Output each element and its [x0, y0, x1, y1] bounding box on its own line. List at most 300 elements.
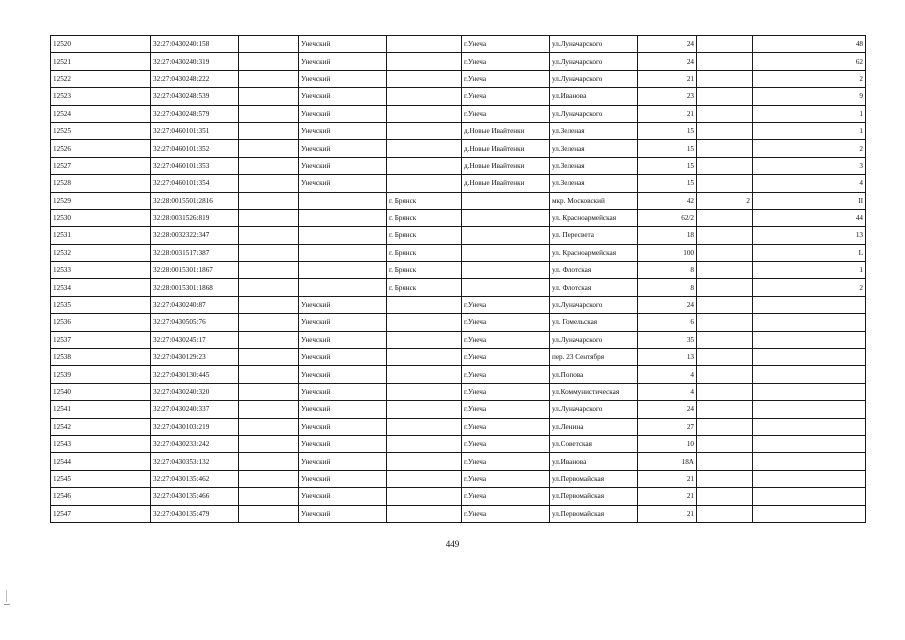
cell-locality: г.Унеча: [462, 105, 550, 122]
cell-blank: [239, 296, 299, 313]
cell-city: [387, 453, 462, 470]
cell-cadastral-number: 32:27:0460101:351: [151, 122, 239, 139]
cell-locality: г.Унеча: [462, 488, 550, 505]
cell-city: [387, 105, 462, 122]
cell-apartment: [753, 435, 866, 452]
cell-locality: г.Унеча: [462, 70, 550, 87]
cell-locality: [462, 209, 550, 226]
cell-apartment: [753, 296, 866, 313]
cell-apartment: 4: [753, 175, 866, 192]
cell-district: Унечский: [299, 366, 387, 383]
table-row: [51, 366, 866, 383]
cell-cadastral-number: 32:28:0015301:1867: [151, 262, 239, 279]
cell-apartment: 13: [753, 227, 866, 244]
cell-record-id: 12545: [51, 470, 151, 487]
address-registry-table: [50, 35, 866, 523]
cell-city: [387, 296, 462, 313]
cell-block: [697, 349, 753, 366]
cell-block: [697, 140, 753, 157]
cell-locality: д.Новые Ивайтенки: [462, 157, 550, 174]
cell-street: ул.Луначарского: [550, 53, 638, 70]
cell-district: Унечский: [299, 435, 387, 452]
cell-locality: д.Новые Ивайтенки: [462, 122, 550, 139]
cell-street: ул.Луначарского: [550, 36, 638, 53]
cell-district: Унечский: [299, 314, 387, 331]
cell-record-id: 12522: [51, 70, 151, 87]
cell-record-id: 12547: [51, 505, 151, 522]
cell-street: ул.Иванова: [550, 88, 638, 105]
cell-block: [697, 227, 753, 244]
table-row: [51, 262, 866, 279]
cell-blank: [239, 53, 299, 70]
cell-district: Унечский: [299, 418, 387, 435]
cell-record-id: 12535: [51, 296, 151, 313]
cell-house: 6: [638, 314, 697, 331]
cell-house: 15: [638, 157, 697, 174]
cell-block: [697, 401, 753, 418]
cell-apartment: 48: [753, 36, 866, 53]
cell-locality: [462, 227, 550, 244]
cell-house: 35: [638, 331, 697, 348]
cell-house: 18: [638, 227, 697, 244]
cell-district: Унечский: [299, 349, 387, 366]
cell-house: 24: [638, 296, 697, 313]
cell-city: [387, 122, 462, 139]
cell-blank: [239, 227, 299, 244]
cell-blank: [239, 401, 299, 418]
cell-block: [697, 262, 753, 279]
cell-blank: [239, 209, 299, 226]
cell-city: [387, 418, 462, 435]
cell-street: ул.Зеленая: [550, 175, 638, 192]
cell-street: ул.Зеленая: [550, 157, 638, 174]
cell-city: [387, 401, 462, 418]
cell-city: г. Брянск: [387, 262, 462, 279]
cell-block: [697, 279, 753, 296]
cell-locality: г.Унеча: [462, 383, 550, 400]
cell-locality: г.Унеча: [462, 331, 550, 348]
cell-house: 4: [638, 366, 697, 383]
cell-street: ул.Луначарского: [550, 331, 638, 348]
cell-cadastral-number: 32:27:0430135:462: [151, 470, 239, 487]
cell-district: Унечский: [299, 505, 387, 522]
cell-street: ул. Красноармейская: [550, 209, 638, 226]
cell-house: 10: [638, 435, 697, 452]
cell-blank: [239, 453, 299, 470]
cell-house: 15: [638, 140, 697, 157]
table-row: [51, 70, 866, 87]
cell-street: ул.Советская: [550, 435, 638, 452]
cell-block: [697, 105, 753, 122]
cell-apartment: [753, 488, 866, 505]
table-row: [51, 401, 866, 418]
cell-record-id: 12533: [51, 262, 151, 279]
cell-record-id: 12531: [51, 227, 151, 244]
cell-district: Унечский: [299, 401, 387, 418]
cell-house: 42: [638, 192, 697, 209]
cell-cadastral-number: 32:27:0460101:353: [151, 157, 239, 174]
cell-district: [299, 209, 387, 226]
cell-blank: [239, 314, 299, 331]
cell-street: ул.Коммунистическая: [550, 383, 638, 400]
cell-block: [697, 122, 753, 139]
cell-street: ул. Флотская: [550, 279, 638, 296]
cell-blank: [239, 279, 299, 296]
cell-house: 24: [638, 36, 697, 53]
cell-locality: г.Унеча: [462, 53, 550, 70]
cell-district: Унечский: [299, 53, 387, 70]
cell-district: Унечский: [299, 331, 387, 348]
cell-cadastral-number: 32:28:0031517:387: [151, 244, 239, 261]
cell-city: г. Брянск: [387, 209, 462, 226]
cell-block: [697, 470, 753, 487]
table-row: [51, 192, 866, 209]
cell-street: ул.Первомайская: [550, 488, 638, 505]
cell-block: [697, 296, 753, 313]
cell-city: г. Брянск: [387, 279, 462, 296]
cell-block: [697, 70, 753, 87]
cell-apartment: [753, 401, 866, 418]
cell-block: [697, 505, 753, 522]
scan-margin-mark-vertical: [6, 590, 7, 602]
cell-blank: [239, 157, 299, 174]
cell-city: [387, 331, 462, 348]
cell-cadastral-number: 32:27:0430103:219: [151, 418, 239, 435]
cell-apartment: 2: [753, 140, 866, 157]
cell-blank: [239, 122, 299, 139]
cell-street: ул. Пересвета: [550, 227, 638, 244]
cell-cadastral-number: 32:27:0430135:466: [151, 488, 239, 505]
cell-record-id: 12524: [51, 105, 151, 122]
cell-record-id: 12523: [51, 88, 151, 105]
cell-block: [697, 366, 753, 383]
cell-apartment: 1: [753, 105, 866, 122]
cell-record-id: 12538: [51, 349, 151, 366]
cell-apartment: 62: [753, 53, 866, 70]
cell-blank: [239, 105, 299, 122]
cell-record-id: 12525: [51, 122, 151, 139]
cell-blank: [239, 88, 299, 105]
cell-blank: [239, 140, 299, 157]
cell-city: [387, 366, 462, 383]
cell-house: 15: [638, 175, 697, 192]
cell-district: Унечский: [299, 383, 387, 400]
cell-cadastral-number: 32:28:0032322:347: [151, 227, 239, 244]
cell-street: ул.Зеленая: [550, 140, 638, 157]
cell-record-id: 12526: [51, 140, 151, 157]
cell-block: [697, 488, 753, 505]
cell-record-id: 12539: [51, 366, 151, 383]
table-row: [51, 244, 866, 261]
table-row: [51, 314, 866, 331]
cell-house: 13: [638, 349, 697, 366]
cell-record-id: 12544: [51, 453, 151, 470]
cell-apartment: [753, 505, 866, 522]
cell-block: [697, 383, 753, 400]
cell-blank: [239, 175, 299, 192]
cell-district: Унечский: [299, 157, 387, 174]
cell-house: 21: [638, 505, 697, 522]
cell-house: 8: [638, 262, 697, 279]
cell-street: ул.Луначарского: [550, 105, 638, 122]
cell-apartment: [753, 314, 866, 331]
cell-record-id: 12537: [51, 331, 151, 348]
cell-record-id: 12536: [51, 314, 151, 331]
page-number: 449: [445, 539, 460, 549]
cell-cadastral-number: 32:28:0015501:2816: [151, 192, 239, 209]
cell-apartment: 3: [753, 157, 866, 174]
cell-house: 100: [638, 244, 697, 261]
cell-locality: г.Унеча: [462, 296, 550, 313]
cell-block: 2: [697, 192, 753, 209]
cell-cadastral-number: 32:27:0430233:242: [151, 435, 239, 452]
cell-blank: [239, 331, 299, 348]
table-row: [51, 88, 866, 105]
cell-cadastral-number: 32:27:0430505:76: [151, 314, 239, 331]
cell-city: г. Брянск: [387, 192, 462, 209]
cell-district: [299, 279, 387, 296]
cell-cadastral-number: 32:27:0430353:132: [151, 453, 239, 470]
cell-street: ул.Луначарского: [550, 296, 638, 313]
cell-locality: г.Унеча: [462, 349, 550, 366]
table-row: [51, 453, 866, 470]
cell-record-id: 12521: [51, 53, 151, 70]
cell-locality: г.Унеча: [462, 36, 550, 53]
cell-city: [387, 505, 462, 522]
cell-street: ул.Первомайская: [550, 505, 638, 522]
cell-blank: [239, 435, 299, 452]
cell-street: пер. 23 Сентября: [550, 349, 638, 366]
table-row: [51, 435, 866, 452]
cell-apartment: II: [753, 192, 866, 209]
cell-apartment: 2: [753, 70, 866, 87]
cell-apartment: [753, 366, 866, 383]
cell-house: 24: [638, 53, 697, 70]
cell-district: [299, 244, 387, 261]
cell-cadastral-number: 32:27:0430135:479: [151, 505, 239, 522]
cell-house: 4: [638, 383, 697, 400]
cell-block: [697, 331, 753, 348]
cell-cadastral-number: 32:27:0430248:539: [151, 88, 239, 105]
cell-locality: г.Унеча: [462, 453, 550, 470]
cell-locality: [462, 279, 550, 296]
cell-blank: [239, 262, 299, 279]
cell-blank: [239, 244, 299, 261]
cell-cadastral-number: 32:27:0430240:319: [151, 53, 239, 70]
cell-blank: [239, 192, 299, 209]
cell-record-id: 12527: [51, 157, 151, 174]
cell-block: [697, 418, 753, 435]
cell-house: 18А: [638, 453, 697, 470]
cell-cadastral-number: 32:27:0430130:445: [151, 366, 239, 383]
cell-city: [387, 88, 462, 105]
cell-block: [697, 453, 753, 470]
table-row: [51, 122, 866, 139]
table-row: [51, 227, 866, 244]
cell-district: [299, 227, 387, 244]
cell-block: [697, 435, 753, 452]
cell-apartment: 9: [753, 88, 866, 105]
table-row: [51, 140, 866, 157]
cell-street: ул. Гомельская: [550, 314, 638, 331]
cell-cadastral-number: 32:27:0430240:87: [151, 296, 239, 313]
cell-house: 21: [638, 470, 697, 487]
cell-cadastral-number: 32:27:0430240:320: [151, 383, 239, 400]
cell-city: [387, 36, 462, 53]
cell-cadastral-number: 32:27:0430240:158: [151, 36, 239, 53]
cell-city: [387, 175, 462, 192]
cell-house: 62/2: [638, 209, 697, 226]
cell-block: [697, 36, 753, 53]
cell-district: Унечский: [299, 105, 387, 122]
cell-apartment: [753, 349, 866, 366]
table-row: [51, 279, 866, 296]
cell-house: 15: [638, 122, 697, 139]
cell-district: Унечский: [299, 70, 387, 87]
cell-street: ул.Попова: [550, 366, 638, 383]
cell-cadastral-number: 32:28:0031526:819: [151, 209, 239, 226]
cell-street: ул.Первомайская: [550, 470, 638, 487]
cell-city: [387, 70, 462, 87]
cell-city: [387, 383, 462, 400]
cell-apartment: [753, 453, 866, 470]
cell-house: 8: [638, 279, 697, 296]
cell-locality: [462, 192, 550, 209]
table-row: [51, 296, 866, 313]
cell-district: Унечский: [299, 36, 387, 53]
cell-blank: [239, 36, 299, 53]
cell-record-id: 12529: [51, 192, 151, 209]
cell-blank: [239, 70, 299, 87]
cell-street: ул.Ленина: [550, 418, 638, 435]
cell-block: [697, 314, 753, 331]
cell-apartment: 1: [753, 262, 866, 279]
cell-locality: г.Унеча: [462, 470, 550, 487]
cell-street: ул.Луначарского: [550, 70, 638, 87]
cell-city: [387, 488, 462, 505]
cell-record-id: 12543: [51, 435, 151, 452]
cell-district: Унечский: [299, 296, 387, 313]
table-row: [51, 331, 866, 348]
cell-street: ул. Красноармейская: [550, 244, 638, 261]
table-row: [51, 105, 866, 122]
cell-cadastral-number: 32:28:0015301:1868: [151, 279, 239, 296]
cell-city: [387, 435, 462, 452]
cell-district: [299, 262, 387, 279]
cell-blank: [239, 418, 299, 435]
cell-cadastral-number: 32:27:0430248:579: [151, 105, 239, 122]
cell-district: Унечский: [299, 140, 387, 157]
cell-house: 21: [638, 488, 697, 505]
cell-district: Унечский: [299, 470, 387, 487]
registry-body: [51, 36, 866, 523]
cell-apartment: 2: [753, 279, 866, 296]
cell-city: г. Брянск: [387, 227, 462, 244]
cell-district: Унечский: [299, 453, 387, 470]
cell-house: 24: [638, 401, 697, 418]
cell-blank: [239, 488, 299, 505]
cell-city: [387, 53, 462, 70]
cell-cadastral-number: 32:27:0430245:17: [151, 331, 239, 348]
cell-city: [387, 470, 462, 487]
table-row: [51, 157, 866, 174]
cell-locality: г.Унеча: [462, 88, 550, 105]
cell-locality: [462, 262, 550, 279]
cell-district: Унечский: [299, 488, 387, 505]
table-row: [51, 470, 866, 487]
table-row: [51, 53, 866, 70]
cell-locality: г.Унеча: [462, 418, 550, 435]
cell-district: Унечский: [299, 88, 387, 105]
cell-block: [697, 209, 753, 226]
cell-record-id: 12546: [51, 488, 151, 505]
table-row: [51, 418, 866, 435]
cell-apartment: [753, 470, 866, 487]
cell-record-id: 12534: [51, 279, 151, 296]
cell-district: Унечский: [299, 175, 387, 192]
cell-street: мкр. Московский: [550, 192, 638, 209]
cell-locality: д.Новые Ивайтенки: [462, 140, 550, 157]
cell-block: [697, 53, 753, 70]
cell-blank: [239, 366, 299, 383]
cell-district: Унечский: [299, 122, 387, 139]
cell-locality: г.Унеча: [462, 366, 550, 383]
cell-blank: [239, 505, 299, 522]
table-row: [51, 349, 866, 366]
cell-locality: г.Унеча: [462, 401, 550, 418]
cell-cadastral-number: 32:27:0430240:337: [151, 401, 239, 418]
cell-blank: [239, 470, 299, 487]
cell-locality: г.Унеча: [462, 505, 550, 522]
cell-block: [697, 88, 753, 105]
table-row: [51, 175, 866, 192]
cell-district: [299, 192, 387, 209]
cell-city: [387, 349, 462, 366]
table-row: [51, 383, 866, 400]
table-row: [51, 488, 866, 505]
cell-record-id: 12532: [51, 244, 151, 261]
cell-cadastral-number: 32:27:0460101:352: [151, 140, 239, 157]
cell-city: [387, 314, 462, 331]
cell-apartment: [753, 383, 866, 400]
cell-street: ул.Иванова: [550, 453, 638, 470]
cell-cadastral-number: 32:27:0430129:23: [151, 349, 239, 366]
cell-house: 21: [638, 70, 697, 87]
cell-apartment: [753, 418, 866, 435]
cell-record-id: 12528: [51, 175, 151, 192]
cell-street: ул.Луначарского: [550, 401, 638, 418]
cell-street: ул.Зеленая: [550, 122, 638, 139]
cell-city: г. Брянск: [387, 244, 462, 261]
cell-blank: [239, 383, 299, 400]
cell-apartment: L: [753, 244, 866, 261]
cell-locality: [462, 244, 550, 261]
cell-record-id: 12520: [51, 36, 151, 53]
cell-city: [387, 140, 462, 157]
cell-house: 27: [638, 418, 697, 435]
cell-apartment: 44: [753, 209, 866, 226]
cell-record-id: 12542: [51, 418, 151, 435]
cell-record-id: 12541: [51, 401, 151, 418]
cell-record-id: 12530: [51, 209, 151, 226]
cell-block: [697, 175, 753, 192]
table-row: [51, 36, 866, 53]
cell-cadastral-number: 32:27:0430248:222: [151, 70, 239, 87]
scan-margin-mark: [4, 604, 10, 605]
cell-blank: [239, 349, 299, 366]
cell-street: ул. Флотская: [550, 262, 638, 279]
cell-apartment: 1: [753, 122, 866, 139]
